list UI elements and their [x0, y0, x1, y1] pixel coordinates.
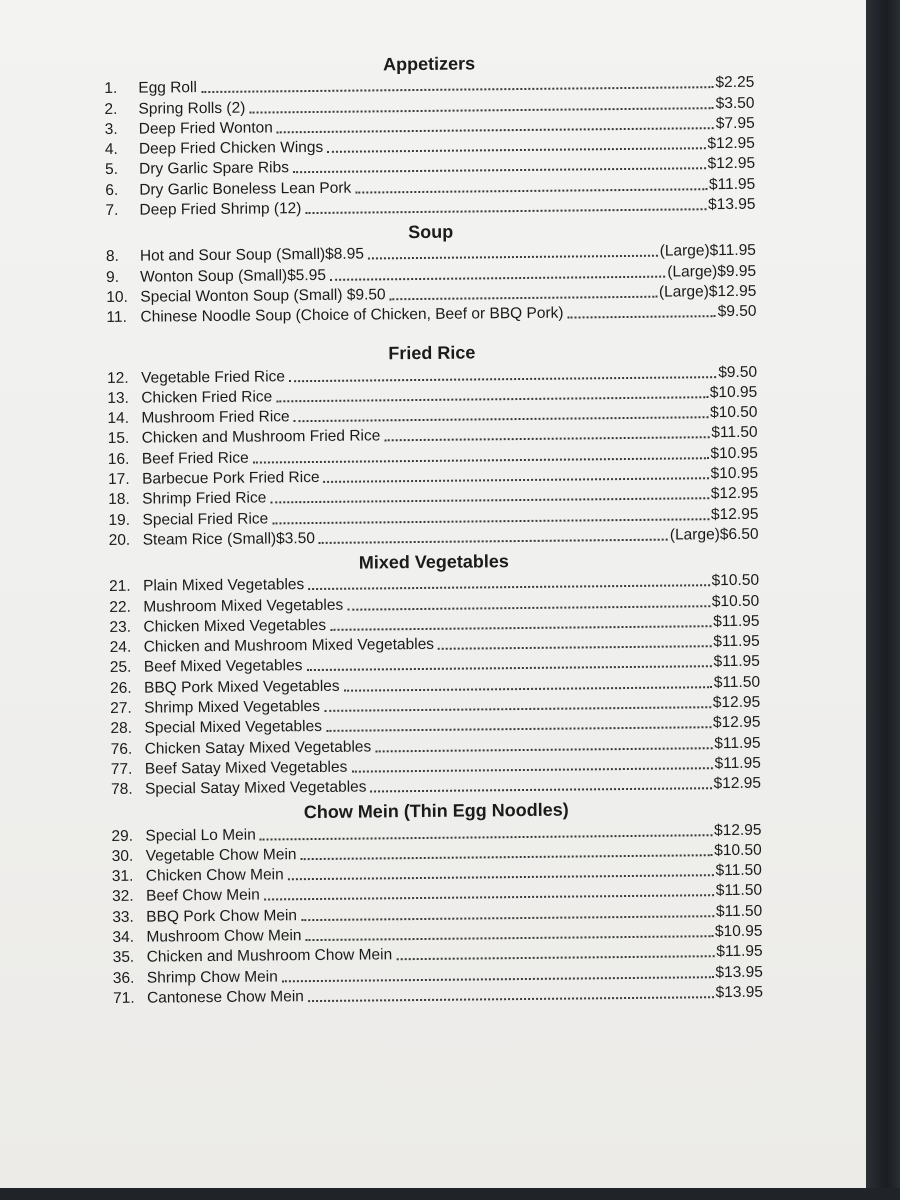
menu-section [104, 50, 756, 220]
section-title: Appetizers [382, 53, 476, 75]
item-number: 26. [109, 679, 132, 697]
item-price: $9.50 [718, 363, 758, 381]
item-number: 13. [107, 389, 129, 407]
dot-leader [396, 955, 714, 960]
item-name: Shrimp Chow Mein [146, 967, 278, 987]
item-name: Chicken Satay Mixed Vegetables [144, 738, 372, 758]
item-name: Plain Mixed Vegetables [143, 576, 305, 595]
section-title: Mixed Vegetables [358, 551, 509, 573]
item-name: Special Satay Mixed Vegetables [144, 778, 367, 798]
item-price: $13.95 [715, 963, 763, 981]
item-name: Chicken Fried Rice [141, 388, 273, 407]
item-number: 20. [108, 531, 131, 549]
item-name: Beef Fried Rice [141, 449, 249, 468]
item-name: Shrimp Mixed Vegetables [144, 697, 321, 717]
item-number: 32. [111, 888, 134, 906]
item-price: $11.95 [708, 175, 756, 193]
dot-leader [282, 976, 714, 982]
item-price: $12.95 [713, 821, 762, 839]
dot-leader [438, 645, 711, 650]
dot-leader [276, 396, 708, 402]
dot-leader [390, 296, 657, 301]
item-price: (Large)$12.95 [658, 282, 757, 301]
item-number: 21. [109, 578, 131, 596]
item-number: 71. [112, 989, 135, 1007]
item-number: 19. [108, 511, 131, 529]
item-price: $12.95 [712, 714, 761, 732]
dot-leader [384, 437, 709, 442]
dot-leader [306, 666, 711, 672]
item-number: 23. [109, 618, 132, 636]
item-number: 77. [110, 760, 133, 778]
dot-leader [301, 915, 714, 921]
dot-leader [351, 767, 712, 772]
item-number: 9. [106, 268, 120, 286]
menu-section [111, 797, 763, 1008]
dot-leader [308, 996, 714, 1002]
dot-leader [330, 625, 711, 631]
dot-leader [371, 787, 712, 792]
menu-section [109, 548, 761, 799]
item-number: 7. [105, 201, 119, 220]
dot-leader [319, 539, 668, 544]
item-name: Chicken and Mushroom Mixed Vegetables [143, 635, 435, 656]
dot-leader [568, 315, 716, 318]
dot-leader [301, 854, 713, 860]
dot-leader [368, 255, 658, 260]
item-number: 28. [110, 720, 133, 738]
dot-leader [289, 376, 716, 382]
item-price: $9.50 [717, 303, 757, 321]
item-price: $11.50 [715, 902, 763, 920]
item-price: $10.50 [709, 403, 758, 422]
item-price: $10.50 [711, 571, 760, 590]
item-name: Chicken Chow Mein [145, 866, 284, 885]
item-price: $10.95 [709, 383, 758, 402]
item-price: $12.95 [707, 155, 756, 173]
item-number: 5. [105, 161, 119, 179]
binder-edge [866, 0, 900, 1200]
item-name: Spring Rolls (2) [138, 99, 246, 118]
item-number: 24. [109, 638, 132, 657]
item-name: Beef Chow Mein [145, 886, 260, 906]
item-name: Special Fried Rice [142, 510, 269, 529]
item-number: 76. [110, 740, 133, 758]
item-number: 25. [109, 659, 132, 677]
dot-leader [294, 416, 708, 422]
dot-leader [293, 168, 706, 174]
item-number: 4. [104, 141, 118, 159]
item-name: Dry Garlic Boneless Lean Pork [139, 179, 352, 199]
dot-leader [270, 498, 709, 504]
item-name: Vegetable Chow Mein [145, 845, 297, 865]
item-name: Chicken and Mushroom Chow Mein [146, 946, 393, 966]
item-name: Special Mixed Vegetables [144, 718, 323, 737]
item-number: 22. [109, 598, 131, 616]
menu-section [106, 218, 757, 327]
dot-leader [272, 518, 709, 524]
item-price: $2.25 [715, 74, 755, 92]
item-name: Deep Fried Chicken Wings [138, 139, 324, 158]
item-number: 8. [105, 248, 119, 266]
item-name: Hot and Sour Soup (Small)$8.95 [139, 245, 365, 266]
item-price: $11.50 [715, 861, 762, 880]
item-number: 16. [107, 450, 130, 468]
item-number: 31. [111, 867, 134, 886]
item-number: 33. [112, 908, 134, 926]
item-price: $12.95 [710, 505, 759, 523]
item-price: $11.95 [716, 943, 763, 961]
item-number: 27. [110, 699, 132, 717]
item-price: $10.50 [711, 592, 760, 610]
dot-leader [260, 834, 712, 840]
item-name: Vegetable Fried Rice [141, 367, 286, 387]
item-price: $3.50 [715, 94, 755, 112]
item-name: Deep Fried Wonton [138, 119, 273, 138]
dot-leader [326, 727, 711, 733]
item-price: (Large)$9.95 [667, 262, 757, 281]
dot-leader [305, 208, 706, 214]
item-price: $10.95 [714, 922, 763, 941]
dot-leader [324, 706, 711, 712]
dot-leader [277, 127, 714, 133]
item-name: Egg Roll [138, 79, 197, 97]
dot-leader [327, 147, 705, 153]
item-number: 2. [104, 100, 118, 118]
item-price: $11.95 [713, 653, 760, 671]
item-price: $12.95 [710, 485, 759, 503]
item-price: $11.50 [713, 673, 761, 691]
item-price: $12.95 [712, 693, 761, 712]
item-number: 10. [106, 288, 128, 306]
item-name: Wonton Soup (Small)$5.95 [140, 266, 327, 286]
item-name: Beef Mixed Vegetables [143, 657, 303, 677]
dot-leader [330, 275, 665, 280]
item-name: Deep Fried Shrimp (12) [139, 200, 302, 219]
item-price: $13.95 [715, 983, 764, 1002]
item-price: $12.95 [707, 134, 755, 153]
item-name: BBQ Pork Chow Mein [146, 906, 298, 926]
item-name: Chicken Mixed Vegetables [143, 616, 327, 636]
dot-leader [355, 188, 707, 193]
item-name: Special Wonton Soup (Small) $9.50 [140, 286, 386, 306]
item-number: 17. [107, 470, 130, 489]
item-name: Mushroom Fried Rice [141, 408, 290, 427]
binder-bottom-edge [0, 1188, 900, 1200]
dot-leader [347, 605, 710, 610]
item-price: $11.95 [714, 754, 761, 773]
item-number: 14. [107, 409, 130, 428]
item-name: Shrimp Fried Rice [142, 489, 267, 508]
item-name: Chinese Noodle Soup (Choice of Chicken, Beef or BBQ Pork) [140, 304, 564, 326]
item-number: 3. [104, 120, 118, 138]
item-name: Special Lo Mein [145, 826, 256, 845]
item-number: 15. [107, 430, 130, 448]
item-name: Beef Satay Mixed Vegetables [144, 758, 348, 778]
item-number: 30. [111, 847, 134, 865]
item-price: $7.95 [715, 114, 755, 133]
item-name: BBQ Pork Mixed Vegetables [143, 677, 340, 697]
item-price: (Large)$11.95 [659, 242, 756, 261]
item-price: $10.95 [710, 444, 758, 462]
item-number: 36. [112, 969, 135, 987]
item-number: 11. [106, 309, 127, 327]
dot-leader [288, 874, 714, 880]
dot-leader [344, 686, 712, 692]
menu-content [104, 50, 763, 1008]
item-name: Cantonese Chow Mein [146, 988, 304, 1007]
item-price: $12.95 [713, 774, 762, 793]
dot-leader [264, 895, 714, 901]
item-price: $13.95 [707, 195, 756, 214]
section-title: Chow Mein (Thin Egg Noodles) [303, 799, 569, 823]
item-price: $11.50 [711, 424, 758, 442]
dot-leader [308, 584, 709, 590]
item-price: $10.95 [710, 464, 759, 483]
section-title: Soup [408, 221, 454, 243]
dot-leader [324, 477, 709, 483]
dot-leader [249, 107, 713, 113]
dot-leader [306, 935, 714, 941]
item-number: 18. [108, 491, 130, 509]
dot-leader [375, 747, 712, 752]
item-name: Mushroom Mixed Vegetables [143, 596, 344, 616]
item-price: $11.95 [714, 734, 761, 752]
item-price: $10.50 [714, 841, 762, 859]
section-title: Fried Rice [388, 342, 476, 364]
item-price: $11.95 [713, 632, 760, 651]
item-name: Chicken and Mushroom Fried Rice [141, 427, 381, 448]
item-number: 6. [105, 181, 119, 199]
item-price: (Large)$6.50 [669, 525, 759, 544]
dot-leader [253, 457, 709, 463]
item-number: 35. [112, 949, 135, 967]
item-price: $11.50 [715, 882, 763, 900]
item-number: 29. [111, 827, 134, 845]
item-number: 12. [107, 369, 129, 387]
item-number: 1. [104, 80, 118, 98]
item-name: Mushroom Chow Mein [146, 927, 302, 946]
item-name: Barbecue Pork Fried Rice [141, 468, 320, 488]
item-name: Dry Garlic Spare Ribs [139, 159, 290, 179]
item-name: Steam Rice (Small)$3.50 [142, 529, 316, 549]
item-price: $11.95 [713, 612, 760, 631]
menu-section [107, 339, 759, 550]
item-number: 34. [112, 928, 135, 946]
item-number: 78. [110, 780, 133, 799]
